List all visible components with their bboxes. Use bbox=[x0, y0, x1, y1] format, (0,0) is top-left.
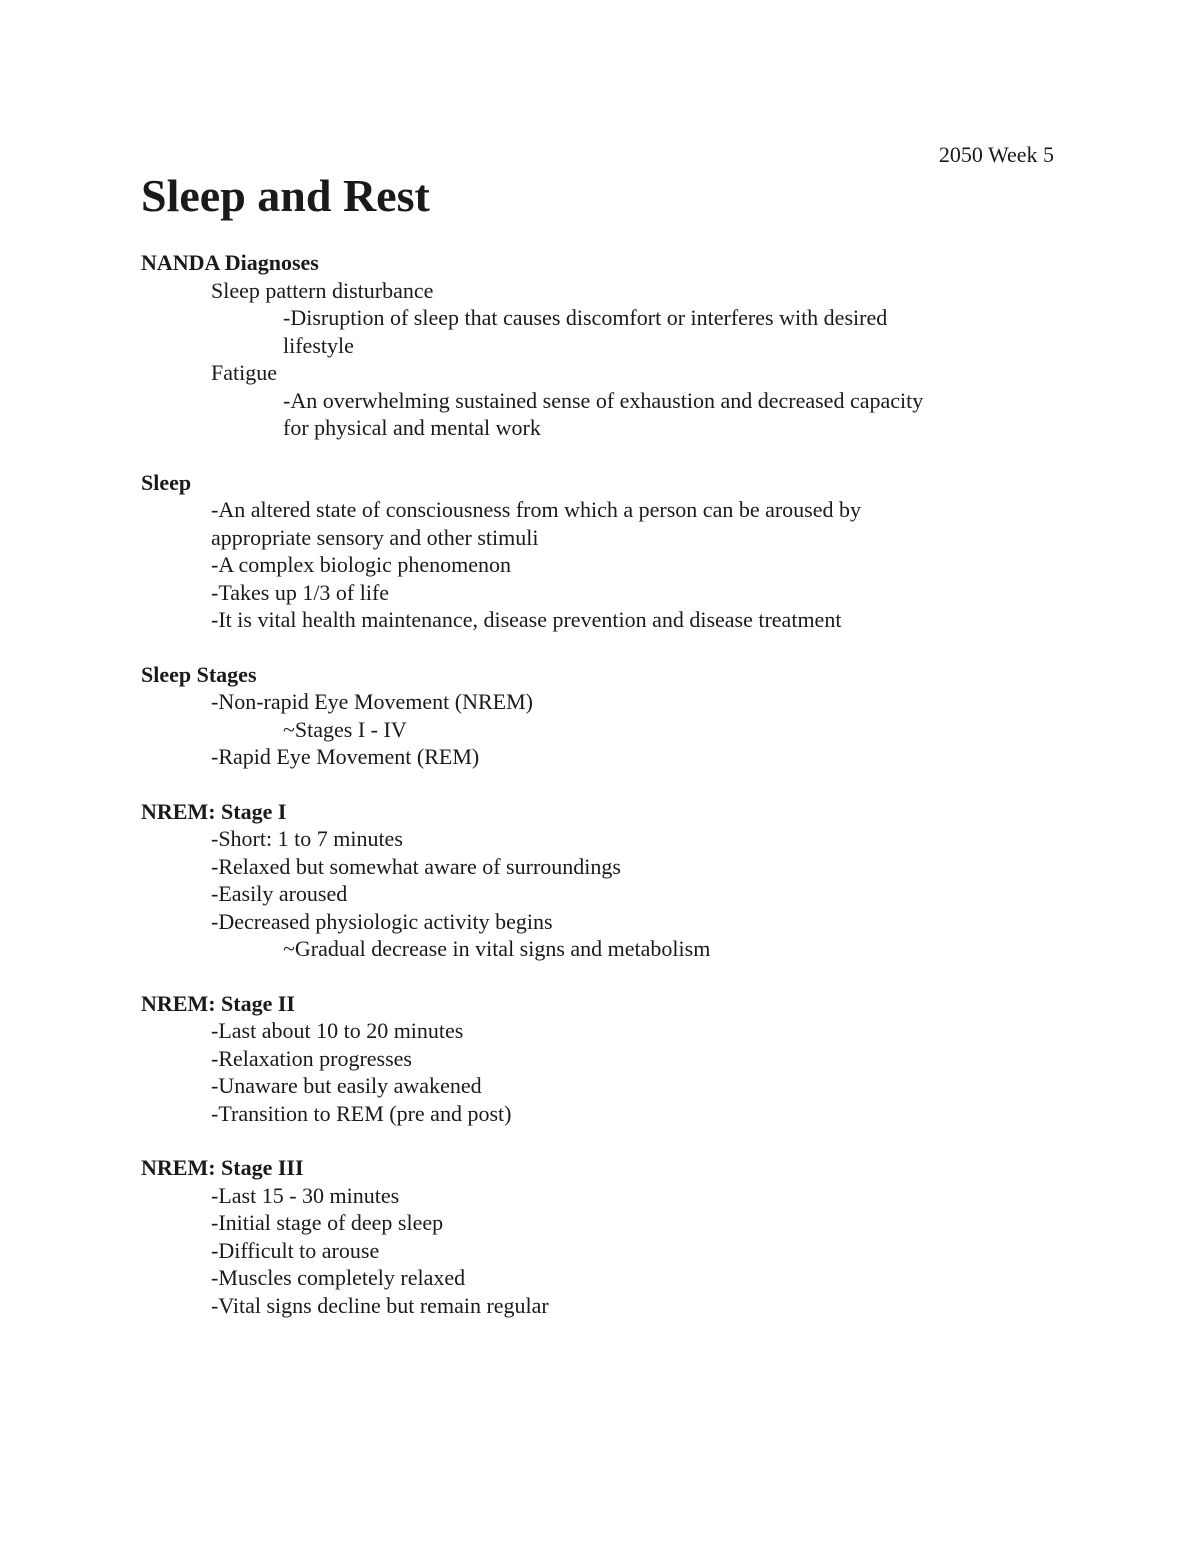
section-heading: NREM: Stage I bbox=[141, 798, 287, 824]
section-heading: Sleep Stages bbox=[141, 661, 257, 687]
section-line: -An overwhelming sustained sense of exhaustion and decreased capacity bbox=[283, 387, 924, 413]
section-line: -Muscles completely relaxed bbox=[211, 1265, 466, 1290]
section-line: -Relaxation progresses bbox=[211, 1045, 412, 1071]
section-line: Sleep pattern disturbance bbox=[211, 277, 434, 303]
section-line: -Takes up 1/3 of life bbox=[211, 579, 390, 605]
section-line: -Non-rapid Eye Movement (NREM) bbox=[211, 689, 533, 714]
section-line: -Initial stage of deep sleep bbox=[211, 1210, 444, 1235]
section-line: appropriate sensory and other stimuli bbox=[211, 524, 539, 550]
section-line: ~Stages I - IV bbox=[283, 716, 407, 742]
section-line: for physical and mental work bbox=[283, 415, 541, 440]
section-line: -Last 15 - 30 minutes bbox=[211, 1182, 400, 1208]
section-heading: NREM: Stage III bbox=[141, 1155, 304, 1180]
section bbox=[141, 990, 1061, 1128]
section-heading: NANDA Diagnoses bbox=[141, 250, 319, 275]
section-line: -Relaxed but somewhat aware of surroundings bbox=[211, 853, 621, 879]
section-heading: Sleep bbox=[141, 469, 192, 495]
section-line: -Decreased physiologic activity begins bbox=[211, 908, 553, 934]
header-note: 2050 Week 5 bbox=[938, 142, 1054, 167]
document-body bbox=[141, 249, 1061, 1346]
section-line: -Easily aroused bbox=[211, 881, 348, 906]
section-line: -It is vital health maintenance, disease prevention and disease treatment bbox=[211, 607, 842, 632]
section-line: -Vital signs decline but remain regular bbox=[211, 1292, 549, 1318]
section bbox=[141, 798, 1061, 963]
section-line: -Disruption of sleep that causes discomfort or interferes with desired bbox=[283, 305, 888, 330]
section-line: -An altered state of consciousness from which a person can be aroused by bbox=[211, 497, 862, 522]
section bbox=[141, 469, 1061, 634]
section bbox=[141, 1154, 1061, 1319]
page-title: Sleep and Rest bbox=[141, 170, 430, 221]
section-line: -A complex biologic phenomenon bbox=[211, 552, 511, 577]
section bbox=[141, 249, 1061, 442]
section bbox=[141, 661, 1061, 771]
section-line: Fatigue bbox=[211, 360, 277, 385]
section-line: -Short: 1 to 7 minutes bbox=[211, 826, 403, 851]
section-heading: NREM: Stage II bbox=[141, 990, 295, 1016]
section-line: -Difficult to arouse bbox=[211, 1237, 380, 1263]
section-line: -Last about 10 to 20 minutes bbox=[211, 1018, 464, 1043]
section-line: lifestyle bbox=[283, 332, 354, 358]
section-line: -Rapid Eye Movement (REM) bbox=[211, 744, 480, 769]
section-line: -Unaware but easily awakened bbox=[211, 1073, 482, 1098]
section-line: -Transition to REM (pre and post) bbox=[211, 1100, 512, 1126]
section-line: ~Gradual decrease in vital signs and metabolism bbox=[283, 936, 711, 961]
